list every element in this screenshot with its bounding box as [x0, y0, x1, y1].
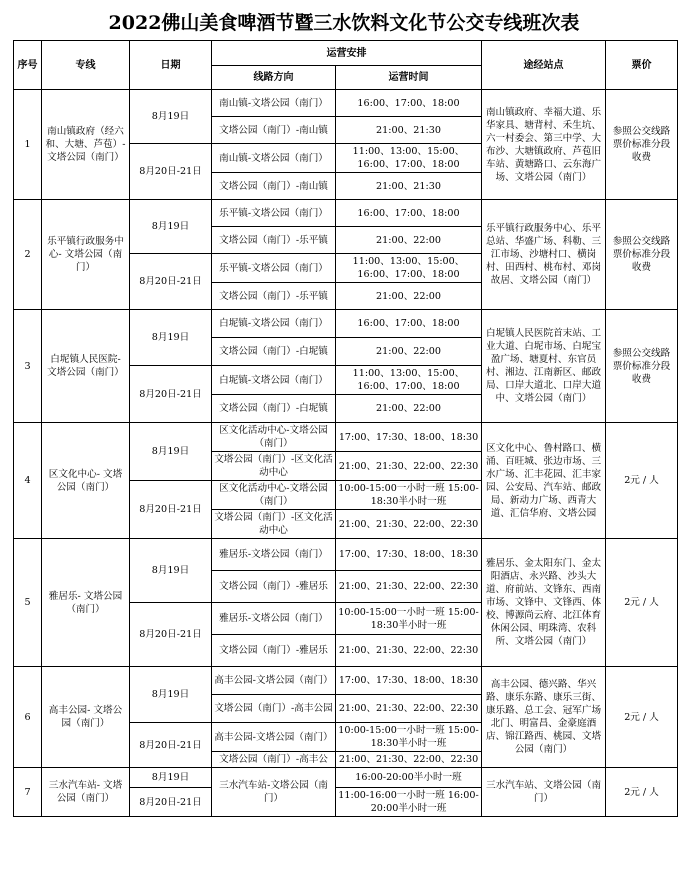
- cell-direction: 乐平镇-文塔公园（南门）: [212, 254, 336, 283]
- cell-seq: 7: [14, 768, 42, 817]
- cell-time: 10:00-15:00一小时一班 15:00-18:30半小时一班: [336, 603, 482, 635]
- cell-direction: 文塔公园（南门）-区文化活动中心: [212, 510, 336, 539]
- cell-line-name: 区文化中心- 文塔公园（南门）: [42, 423, 130, 539]
- cell-fare: 2元 / 人: [606, 768, 678, 817]
- cell-direction: 文塔公园（南门）-白坭镇: [212, 338, 336, 366]
- cell-date: 8月19日: [130, 667, 212, 723]
- cell-direction: 南山镇-文塔公园（南门）: [212, 90, 336, 117]
- cell-time: 17:00、17:30、18:00、18:30: [336, 667, 482, 695]
- cell-time: 10:00-15:00一小时一班 15:00-18:30半小时一班: [336, 481, 482, 510]
- cell-date: 8月20日-21日: [130, 603, 212, 667]
- cell-seq: 4: [14, 423, 42, 539]
- cell-direction: 文塔公园（南门）-南山镇: [212, 173, 336, 200]
- cell-date: 8月20日-21日: [130, 144, 212, 200]
- table-row: [14, 539, 678, 571]
- cell-direction: 文塔公园（南门）-乐平镇: [212, 227, 336, 254]
- cell-seq: 2: [14, 200, 42, 310]
- cell-direction: 雅居乐-文塔公园（南门）: [212, 539, 336, 571]
- cell-time: 21:00、22:00: [336, 338, 482, 366]
- cell-time: 16:00、17:00、18:00: [336, 310, 482, 338]
- cell-fare: 2元 / 人: [606, 539, 678, 667]
- cell-time: 21:00、21:30: [336, 173, 482, 200]
- cell-time: 21:00、21:30、22:00、22:30: [336, 752, 482, 768]
- cell-line-name: 南山镇政府（经六和、大塘、芦苞）- 文塔公园（南门）: [42, 90, 130, 200]
- header-stops: 途经站点: [482, 41, 606, 90]
- cell-line-name: 乐平镇行政服务中心- 文塔公园（南门）: [42, 200, 130, 310]
- cell-time: 16:00-20:00半小时一班: [336, 768, 482, 788]
- cell-direction: 南山镇-文塔公园（南门）: [212, 144, 336, 173]
- cell-direction: 文塔公园（南门）-乐平镇: [212, 283, 336, 310]
- cell-time: 21:00、22:00: [336, 395, 482, 423]
- cell-date: 8月20日-21日: [130, 481, 212, 539]
- table-row: [14, 768, 678, 788]
- cell-line-name: 白坭镇人民医院- 文塔公园（南门）: [42, 310, 130, 423]
- cell-direction: 区文化活动中心-文塔公园（南门）: [212, 423, 336, 452]
- cell-direction: 文塔公园（南门）-白坭镇: [212, 395, 336, 423]
- cell-direction: 三水汽车站-文塔公园（南门）: [212, 768, 336, 817]
- cell-line-name: 高丰公园- 文塔公园（南门）: [42, 667, 130, 768]
- cell-stops: 三水汽车站、文塔公园（南门）: [482, 768, 606, 817]
- schedule-body: [14, 90, 678, 817]
- cell-fare: 2元 / 人: [606, 667, 678, 768]
- document-title: 2022佛山美食啤酒节暨三水饮料文化节公交专线班次表: [108, 12, 580, 34]
- cell-seq: 1: [14, 90, 42, 200]
- cell-date: 8月19日: [130, 423, 212, 481]
- cell-date: 8月19日: [130, 539, 212, 603]
- cell-date: 8月19日: [130, 200, 212, 254]
- cell-date: 8月20日-21日: [130, 788, 212, 817]
- cell-time: 16:00、17:00、18:00: [336, 90, 482, 117]
- cell-direction: 白坭镇-文塔公园（南门）: [212, 310, 336, 338]
- cell-time: 21:00、21:30、22:00、22:30: [336, 452, 482, 481]
- cell-seq: 3: [14, 310, 42, 423]
- cell-direction: 文塔公园（南门）-雅居乐: [212, 571, 336, 603]
- cell-time: 21:00、21:30、22:00、22:30: [336, 635, 482, 667]
- header-line: 专线: [42, 41, 130, 90]
- cell-direction: 高丰公园-文塔公园（南门）: [212, 723, 336, 752]
- cell-stops: 雅居乐、金太阳东门、金太阳酒店、永兴路、沙头大道、府前站、文锋东、西南市场、文锋中、文锋西、体校、博源尚云府、北江体育休闲公园、明珠湾、农科所、文塔公园（南门）: [482, 539, 606, 667]
- cell-time: 21:00、22:00: [336, 227, 482, 254]
- cell-fare: 参照公交线路票价标准分段收费: [606, 310, 678, 423]
- cell-time: 11:00、13:00、15:00、16:00、17:00、18:00: [336, 254, 482, 283]
- table-row: [14, 90, 678, 117]
- cell-date: 8月19日: [130, 768, 212, 788]
- cell-stops: 高丰公园、德兴路、华兴路、康乐东路、康乐三街、康乐路、总工会、冠军广场北门、明富昌、金豪庭酒店、锦江路西、桃园、文塔公园（南门）: [482, 667, 606, 768]
- cell-direction: 文塔公园（南门）-雅居乐: [212, 635, 336, 667]
- cell-time: 11:00-16:00一小时一班 16:00-20:00半小时一班: [336, 788, 482, 817]
- table-row: [14, 310, 678, 338]
- cell-date: 8月20日-21日: [130, 254, 212, 310]
- cell-direction: 文塔公园（南门）-区文化活动中心: [212, 452, 336, 481]
- cell-time: 17:00、17:30、18:00、18:30: [336, 539, 482, 571]
- cell-fare: 参照公交线路票价标准分段收费: [606, 200, 678, 310]
- cell-time: 21:00、21:30、22:00、22:30: [336, 510, 482, 539]
- table-row: [14, 423, 678, 452]
- cell-fare: 参照公交线路票价标准分段收费: [606, 90, 678, 200]
- cell-direction: 文塔公园（南门）-南山镇: [212, 117, 336, 144]
- cell-time: 11:00、13:00、15:00、16:00、17:00、18:00: [336, 144, 482, 173]
- table-row: [14, 667, 678, 695]
- header-date: 日期: [130, 41, 212, 90]
- cell-stops: 南山镇政府、幸福大道、乐华家具、塘背村、禾生坑、六一村委会、第三中学、大布沙、大塘镇政府、芦苞旧车站、黄塘路口、云东海广场、文塔公园（南门）: [482, 90, 606, 200]
- cell-direction: 白坭镇-文塔公园（南门）: [212, 366, 336, 395]
- cell-direction: 乐平镇-文塔公园（南门）: [212, 200, 336, 227]
- cell-stops: 区文化中心、鲁村路口、横涌、百旺城、张边市场、三水广场、汇丰花园、汇丰家园、公安局、汽车站、邮政局、新动力广场、西青大道、汇信华府、文塔公园: [482, 423, 606, 539]
- header-ops: 运营安排: [212, 41, 482, 66]
- cell-fare: 2元 / 人: [606, 423, 678, 539]
- cell-time: 10:00-15:00一小时一班 15:00-18:30半小时一班: [336, 723, 482, 752]
- cell-stops: 白坭镇人民医院首末站、工业大道、白坭市场、白坭宝盈广场、塘夏村、东官员村、湘边、江南新区、邮政局、口岸大道北、口岸大道中、文塔公园（南门）: [482, 310, 606, 423]
- cell-direction: 雅居乐-文塔公园（南门）: [212, 603, 336, 635]
- cell-line-name: 雅居乐- 文塔公园（南门）: [42, 539, 130, 667]
- cell-time: 16:00、17:00、18:00: [336, 200, 482, 227]
- cell-date: 8月20日-21日: [130, 366, 212, 423]
- table-row: [14, 200, 678, 227]
- cell-direction: 文塔公园（南门）-高丰公园: [212, 695, 336, 723]
- header-direction: 线路方向: [212, 66, 336, 90]
- cell-date: 8月20日-21日: [130, 723, 212, 768]
- cell-time: 21:00、21:30、22:00、22:30: [336, 695, 482, 723]
- header-time: 运营时间: [336, 66, 482, 90]
- cell-time: 21:00、21:30: [336, 117, 482, 144]
- cell-direction: 文塔公园（南门）-高丰公: [212, 752, 336, 768]
- cell-date: 8月19日: [130, 310, 212, 366]
- cell-direction: 区文化活动中心-文塔公园（南门）: [212, 481, 336, 510]
- cell-date: 8月19日: [130, 90, 212, 144]
- cell-direction: 高丰公园-文塔公园（南门）: [212, 667, 336, 695]
- cell-time: 21:00、22:00: [336, 283, 482, 310]
- cell-seq: 5: [14, 539, 42, 667]
- cell-time: 11:00、13:00、15:00、16:00、17:00、18:00: [336, 366, 482, 395]
- cell-seq: 6: [14, 667, 42, 768]
- header-fare: 票价: [606, 41, 678, 90]
- schedule-table: [13, 40, 678, 817]
- cell-time: 21:00、21:30、22:00、22:30: [336, 571, 482, 603]
- cell-line-name: 三水汽车站- 文塔公园（南门）: [42, 768, 130, 817]
- cell-time: 17:00、17:30、18:00、18:30: [336, 423, 482, 452]
- cell-stops: 乐平镇行政服务中心、乐平总站、华盛广场、科勒、三江市场、沙塘村口、横岗村、田西村、桃布村、邓岗故居、文塔公园（南门）: [482, 200, 606, 310]
- header-seq: 序号: [14, 41, 42, 90]
